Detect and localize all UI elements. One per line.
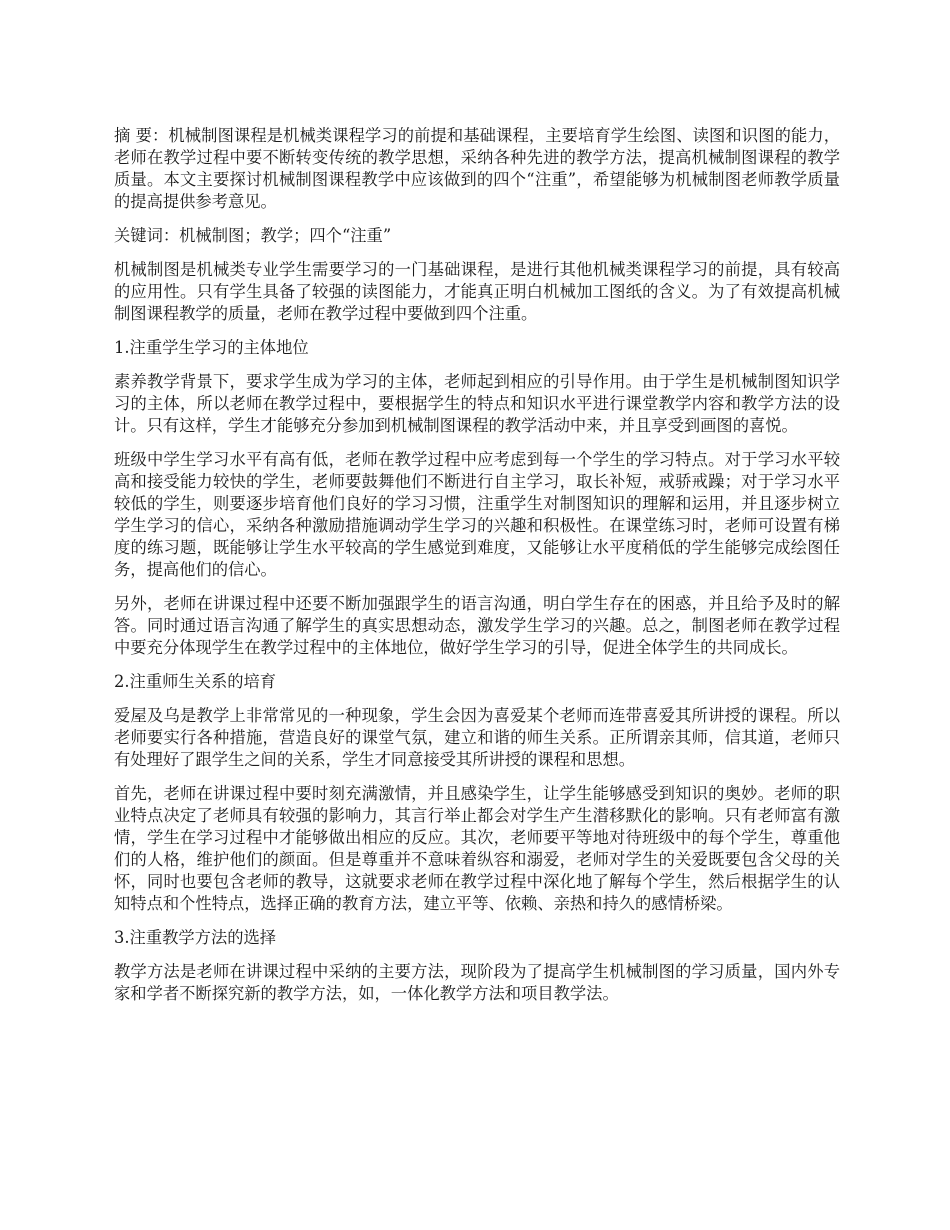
section-3-paragraph: 教学方法是老师在讲课过程中采纳的主要方法，现阶段为了提高学生机械制图的学习质量，国内外专家和学者不断探究新的教学方法，如，一体化教学方法和项目教学法。 [114, 962, 840, 1003]
section-1-paragraph: 素养教学背景下，要求学生成为学习的主体，老师起到相应的引导作用。由于学生是机械制图知识学习的主体，所以老师在教学过程中，要根据学生的特点和知识水平进行课堂教学内容和教学方法的设计。只有这样，学生才能够充分参加到机械制图课程的教学活动中来，并且享受到画图的喜悦。 [114, 372, 840, 435]
document-body [114, 125, 840, 1017]
section-1-paragraph: 班级中学生学习水平有高有低，老师在教学过程中应考虑到每一个学生的学习特点。对于学习水平较高和接受能力较快的学生，老师要鼓舞他们不断进行自主学习，取长补短，戒骄戒躁；对于学习水平较低的学生，则要逐步培育他们良好的学习习惯，注重学生对制图知识的理解和运用，并且逐步树立学生学习的信心，采纳各种激励措施调动学生学习的兴趣和积极性。在课堂练习时，老师可设置有梯度的练习题，既能够让学生水平较高的学生感觉到难度，又能够让水平度稍低的学生能够完成绘图任务，提高他们的信心。 [114, 450, 840, 579]
section-1-paragraph: 另外，老师在讲课过程中还要不断加强跟学生的语言沟通，明白学生存在的困惑，并且给予及时的解答。同时通过语言沟通了解学生的真实思想动态，激发学生学习的兴趣。总之，制图老师在教学过程中要充分体现学生在教学过程中的主体地位，做好学生学习的引导，促进全体学生的共同成长。 [114, 594, 840, 657]
section-2-paragraph: 爱屋及乌是教学上非常常见的一种现象，学生会因为喜爱某个老师而连带喜爱其所讲授的课程。所以老师要实行各种措施，营造良好的课堂气氛，建立和谐的师生关系。正所谓亲其师，信其道，老师只有处理好了跟学生之间的关系，学生才同意接受其所讲授的课程和思想。 [114, 706, 840, 769]
section-heading-3: 3.注重教学方法的选择 [114, 928, 277, 947]
keywords: 关键词：机械制图；教学；四个“注重” [114, 226, 392, 245]
section-heading-2: 2.注重师生关系的培育 [114, 672, 277, 691]
section-heading-1: 1.注重学生学习的主体地位 [114, 338, 309, 357]
abstract: 摘 要：机械制图课程是机械类课程学习的前提和基础课程，主要培育学生绘图、读图和识图的能力，老师在教学过程中要不断转变传统的教学思想，采纳各种先进的教学方法，提高机械制图课程的教学质量。本文主要探讨机械制图课程教学中应该做到的四个“注重”，希望能够为机械制图老师教学质量的提高提供参考意见。 [114, 126, 840, 211]
intro-paragraph: 机械制图是机械类专业学生需要学习的一门基础课程，是进行其他机械类课程学习的前提，具有较高的应用性。只有学生具备了较强的读图能力，才能真正明白机械加工图纸的含义。为了有效提高机械制图课程教学的质量，老师在教学过程中要做到四个注重。 [114, 260, 840, 323]
section-2-paragraph: 首先，老师在讲课过程中要时刻充满激情，并且感染学生，让学生能够感受到知识的奥妙。老师的职业特点决定了老师具有较强的影响力，其言行举止都会对学生产生潜移默化的影响。只有老师富有激情，学生在学习过程中才能够做出相应的反应。其次，老师要平等地对待班级中的每个学生，尊重他们的人格，维护他们的颜面。但是尊重并不意味着纵容和溺爱，老师对学生的关爱既要包含父母的关怀，同时也要包含老师的教导，这就要求老师在教学过程中深化地了解每个学生，然后根据学生的认知特点和个性特点，选择正确的教育方法，建立平等、依赖、亲热和持久的感情桥梁。 [114, 784, 840, 913]
